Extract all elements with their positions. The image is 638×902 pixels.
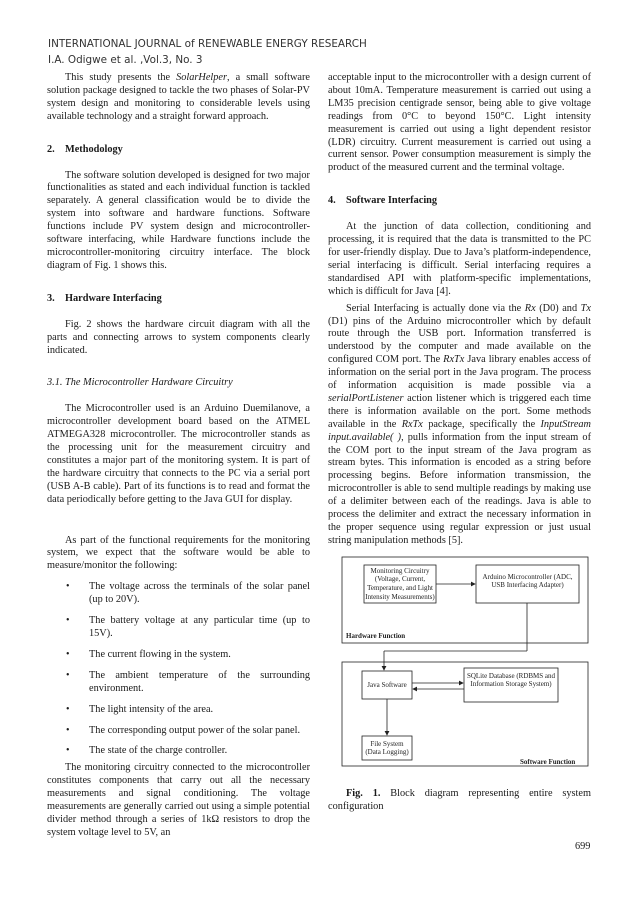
intro-paragraph: This study presents the SolarHelper, a small software solution package designed to tackle the two phases of Solar-PV system design and monitoring to considerable levels using available technology and a straight forward approach. [47, 72, 310, 122]
list-item: • The ambient temperature of the surrounding environment. [66, 669, 310, 694]
java-software-label: Java Software [367, 680, 407, 689]
requirements-paragraph: As part of the functional requirements for the monitoring system, we expect that the software would be able to measure/monitor the following: [47, 534, 310, 572]
left-column [47, 72, 310, 840]
section-heading-hardware: 3. Hardware Interfacing [47, 292, 162, 304]
arduino-label: Arduino Microcontroller (ADC, USB Interfacing Adapter) [482, 572, 573, 590]
list-item: • The light intensity of the area. [66, 703, 214, 715]
monitoring-circuitry-label: Monitoring Circuitry (Voltage, Current, Temperature, and Light Intensity Measurements) [365, 566, 435, 601]
running-header [48, 36, 367, 68]
monitoring-circuitry-paragraph: The monitoring circuitry connected to the microcontroller constitutes components that carry out all the necessary measurements and signal conditioning. The voltage measurements are generally carried out using a simple potential divider method through a series of 1kΩ resistors to drop the system voltage level to 5V, an [47, 762, 310, 838]
page-number: 699 [575, 841, 591, 852]
serial-paragraph: Serial Interfacing is actually done via the Rx (D0) and Tx (D1) pins of the Arduino microcontroller which by default route through the USB port. Information transferred is understood by the computer and made available on the configured COM port. The RxTx Java library enables access of information on the serial port in the Java program. The process of information acquisition is made possible via a serialPortListener action listener which is triggered each time there is information available on the port. Some methods available in the RxTx package, specifically the InputStream input.available( ), pulls information from the input stream of the COM port to the input stream of the Java program as stream bytes. This information is encoded as a string before processing begins. Before information transmission, the microcontroller is able to send multiple readings by making use of a delimiter between each of the readings. Java is able to process the delimiter and extract the necessary information in the proper sequence using regular expression or just usual string manipulation methods [5]. [328, 302, 591, 546]
figure-caption: Fig. 1. Block diagram representing entire system configuration [328, 787, 591, 812]
hardware-paragraph: Fig. 2 shows the hardware circuit diagram with all the parts and connecting arrows to system components clearly indicated. [47, 318, 310, 356]
list-item: • The state of the charge controller. [66, 745, 228, 757]
list-item: • The battery voltage at any particular time (up to 15V). [66, 615, 310, 639]
section-heading-methodology: 2. Methodology [47, 143, 123, 155]
software-paragraph: At the junction of data collection, conditioning and processing, it is required that the data is transmitted to the PC for user-friendly display. Due to Java’s platform-independence, serial interfacing is difficult. Serial interfacing requires a standardised API with platform-specific implementations, which is difficult for Java [4]. [328, 221, 591, 297]
journal-title: INTERNATIONAL JOURNAL of RENEWABLE ENERGY RESEARCH [48, 38, 367, 50]
sqlite-label: SQLite Database (RDBMS and Information Storage System) [466, 671, 556, 689]
measurement-paragraph: acceptable input to the microcontroller with a design current of about 10mA. Temperature measurement is carried out using a LM35 precision centigrade sensor, being able to give voltage readings from 0°C to beyond 150°C. Light intensity measurement is carried out using a light dependent resistor (LDR) circuitry. Current measurement is carried out using a current sensor. Power consumption measurement is simply the product of the measured current and the terminal voltage. [328, 72, 591, 174]
software-function-label: Software Function [520, 757, 576, 766]
file-system-label: File System (Data Logging) [365, 739, 409, 757]
article-citation: I.A. Odigwe et al. ,Vol.3, No. 3 [48, 54, 203, 66]
block-diagram-figure [328, 554, 591, 780]
list-item: • The voltage across the terminals of the solar panel (up to 20V). [66, 581, 310, 606]
right-column [328, 72, 591, 814]
methodology-paragraph: The software solution developed is designed for two major functionalities as stated and each individual function is tackled separately. A general classification would be to divide the system into software and hardware functions. Software functions include PV system design and microcontroller-software interfacing, while Hardware functions include the microcontroller-monitoring circuitry interface. The block diagram of Fig. 1 shows this. [47, 169, 310, 271]
microcontroller-paragraph: The Microcontroller used is an Arduino Duemilanove, a microcontroller development board based on the ATMEL ATMEGA328 microcontroller. The microcontroller stands as the processing unit for the measurement circuitry and constitutes a major part of the monitoring system. It is part of the hardware circuitry that connects to the PC via a serial port (USB A-B cable). Part of its functions is to read and format the data periodically before getting to the Java GUI for display. [47, 403, 310, 505]
requirements-list [47, 581, 310, 758]
list-item: • The corresponding output power of the solar panel. [66, 724, 301, 736]
section-heading-software: 4. Software Interfacing [328, 195, 438, 207]
hardware-function-label: Hardware Function [346, 631, 406, 640]
subsection-heading-microcontroller: 3.1. The Microcontroller Hardware Circuitry [47, 377, 233, 389]
list-item: • The current flowing in the system. [66, 648, 231, 660]
